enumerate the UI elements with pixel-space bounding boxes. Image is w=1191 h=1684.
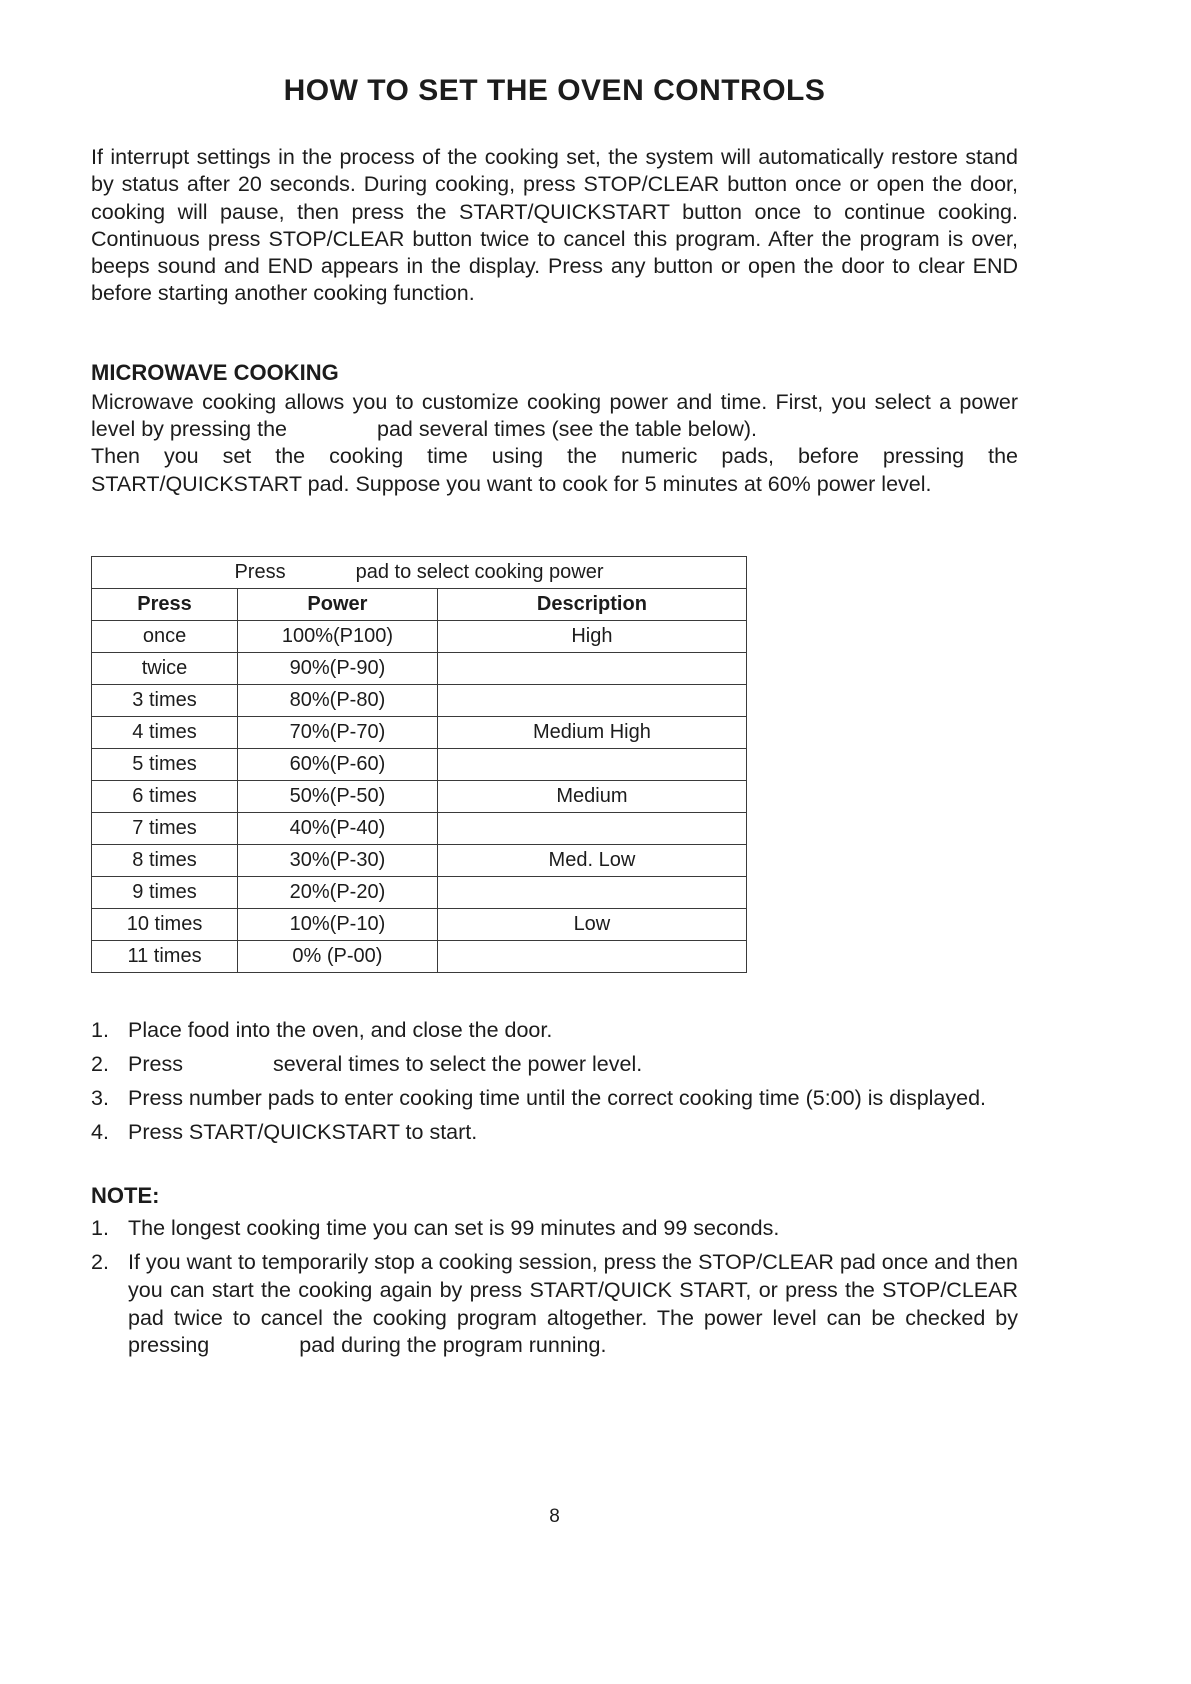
table-cell: 4 times bbox=[92, 716, 238, 748]
cooking-power-table bbox=[91, 556, 747, 973]
table-cell bbox=[437, 748, 746, 780]
step-text-before: Press bbox=[128, 1051, 183, 1076]
table-caption-before: Press bbox=[234, 560, 286, 583]
table-row bbox=[92, 652, 747, 684]
instruction-steps bbox=[91, 1017, 1018, 1147]
power-table-body bbox=[92, 620, 747, 972]
table-cell: 7 times bbox=[92, 812, 238, 844]
table-cell: 80%(P-80) bbox=[238, 684, 438, 716]
intro-paragraph: If interrupt settings in the process of the cooking set, the system will automatically restore stand by status after 20 seconds. During cooking, press STOP/CLEAR button once or open the door, cooking will pause, then press the START/QUICKSTART button once to continue cooking. Continuous press STOP/CLEAR button twice to cancel this program. After the program is over, beeps sound and END appears in the display. Press any button or open the door to clear END before starting another cooking function. bbox=[91, 145, 1018, 306]
table-cell: Medium bbox=[437, 780, 746, 812]
page-title: HOW TO SET THE OVEN CONTROLS bbox=[283, 74, 826, 107]
column-header-press: Press bbox=[92, 588, 238, 620]
note-text: The longest cooking time you can set is 99 minutes and 99 seconds. bbox=[128, 1215, 780, 1240]
table-row bbox=[92, 716, 747, 748]
table-cell: 6 times bbox=[92, 780, 238, 812]
table-caption-row bbox=[92, 556, 747, 588]
note-list bbox=[91, 1215, 1018, 1361]
table-row bbox=[92, 908, 747, 940]
table-cell: 20%(P-20) bbox=[238, 876, 438, 908]
table-cell bbox=[437, 812, 746, 844]
table-row bbox=[92, 748, 747, 780]
table-row bbox=[92, 876, 747, 908]
table-cell bbox=[437, 876, 746, 908]
table-cell: Low bbox=[437, 908, 746, 940]
table-cell: twice bbox=[92, 652, 238, 684]
table-cell: 3 times bbox=[92, 684, 238, 716]
note-heading: NOTE: bbox=[91, 1182, 160, 1208]
section-heading-microwave-cooking: MICROWAVE COOKING bbox=[91, 359, 339, 385]
step-text bbox=[128, 1051, 1018, 1079]
note-text bbox=[128, 1249, 1018, 1361]
step-number: 3. bbox=[91, 1085, 109, 1110]
list-item bbox=[91, 1085, 1018, 1113]
table-header-row bbox=[92, 588, 747, 620]
table-cell: 70%(P-70) bbox=[238, 716, 438, 748]
microwave-paragraph-2: Then you set the cooking time using the numeric pads, before pressing the START/QUICKSTART pad. Suppose you want to cook for 5 minutes at 60% power level. bbox=[91, 444, 1018, 496]
microwave-paragraph-1-before: Microwave cooking allows you to customize cooking power and time. First, you select a power level by pressing the bbox=[91, 389, 1018, 442]
table-cell: 60%(P-60) bbox=[238, 748, 438, 780]
table-cell: 11 times bbox=[92, 940, 238, 972]
table-cell: 40%(P-40) bbox=[238, 812, 438, 844]
list-item bbox=[91, 1017, 1018, 1045]
table-cell: 5 times bbox=[92, 748, 238, 780]
table-cell: 90%(P-90) bbox=[238, 652, 438, 684]
table-cell: 9 times bbox=[92, 876, 238, 908]
step-number: 2. bbox=[91, 1051, 109, 1076]
table-cell: Medium High bbox=[437, 716, 746, 748]
table-caption bbox=[92, 556, 747, 588]
table-cell: 8 times bbox=[92, 844, 238, 876]
note-number: 1. bbox=[91, 1215, 109, 1240]
table-row bbox=[92, 684, 747, 716]
table-cell: 30%(P-30) bbox=[238, 844, 438, 876]
column-header-description: Description bbox=[437, 588, 746, 620]
table-row bbox=[92, 780, 747, 812]
list-item bbox=[91, 1051, 1018, 1079]
table-cell bbox=[437, 652, 746, 684]
step-text: Press START/QUICKSTART to start. bbox=[128, 1119, 478, 1144]
column-header-power: Power bbox=[238, 588, 438, 620]
step-number: 1. bbox=[91, 1017, 109, 1042]
note-text-before: If you want to temporarily stop a cooking session, press the STOP/CLEAR pad once and then you can start the cooking again by press START/QUICK START, or press the STOP/CLEAR pad twice to cancel the cooking program altogether. The power level can be checked by pressing bbox=[128, 1249, 1018, 1358]
table-cell: 10 times bbox=[92, 908, 238, 940]
note-number: 2. bbox=[91, 1249, 109, 1274]
table-cell: 100%(P100) bbox=[238, 620, 438, 652]
note-text-after: pad during the program running. bbox=[299, 1333, 607, 1358]
list-item bbox=[91, 1119, 1018, 1147]
step-number: 4. bbox=[91, 1119, 109, 1144]
table-cell: High bbox=[437, 620, 746, 652]
table-cell: 50%(P-50) bbox=[238, 780, 438, 812]
table-row bbox=[92, 940, 747, 972]
list-item bbox=[91, 1249, 1018, 1361]
step-text-after: several times to select the power level. bbox=[272, 1051, 643, 1076]
table-cell: Med. Low bbox=[437, 844, 746, 876]
table-cell bbox=[437, 940, 746, 972]
table-caption-after: pad to select cooking power bbox=[355, 560, 604, 583]
page-number: 8 bbox=[549, 1506, 560, 1527]
list-item bbox=[91, 1215, 1018, 1243]
table-cell: once bbox=[92, 620, 238, 652]
table-cell bbox=[437, 684, 746, 716]
table-row bbox=[92, 844, 747, 876]
step-text: Place food into the oven, and close the door. bbox=[128, 1017, 553, 1042]
microwave-paragraph-1-after: pad several times (see the table below). bbox=[377, 417, 758, 442]
table-cell: 0% (P-00) bbox=[238, 940, 438, 972]
table-row bbox=[92, 812, 747, 844]
microwave-paragraph-1 bbox=[91, 389, 1018, 444]
step-text: Press number pads to enter cooking time until the correct cooking time (5:00) is displayed. bbox=[128, 1085, 987, 1110]
table-row bbox=[92, 620, 747, 652]
table-cell: 10%(P-10) bbox=[238, 908, 438, 940]
